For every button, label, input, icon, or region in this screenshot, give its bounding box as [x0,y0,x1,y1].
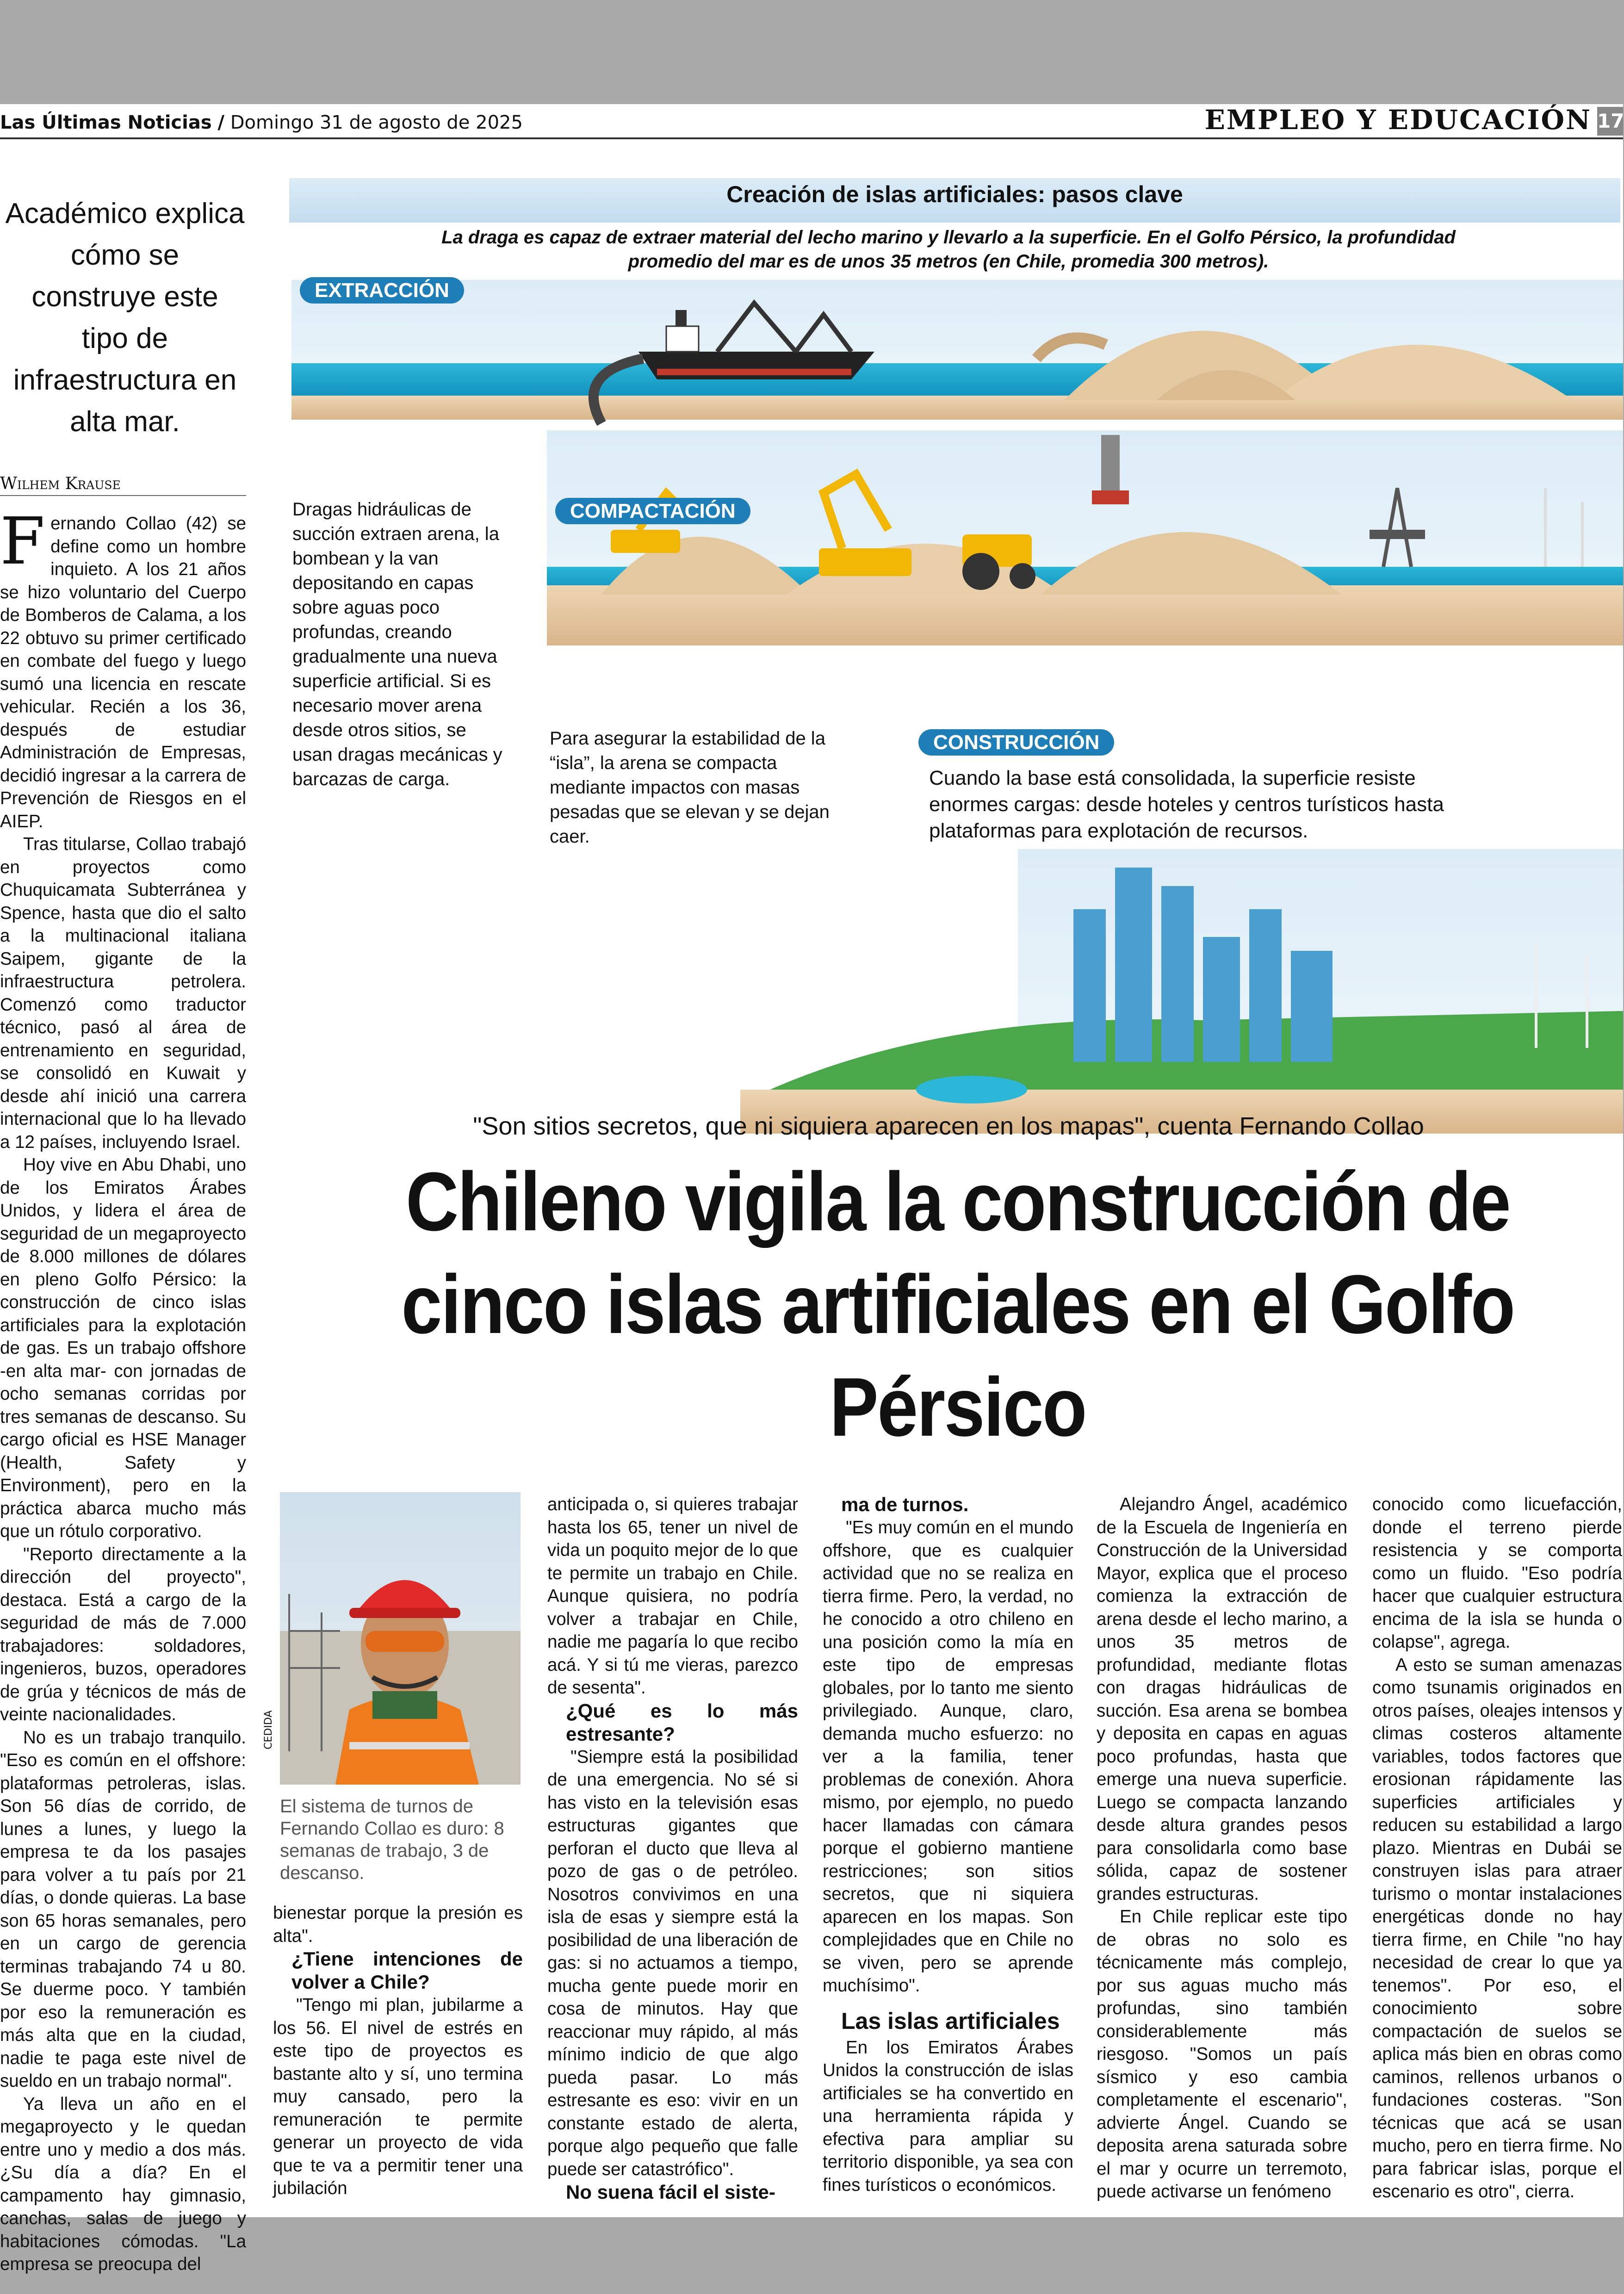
article-column-1 [0,504,246,2276]
paragraph: "Reporto directamente a la dirección del proyecto", destaca. Está a cargo de la seguridad de más de 7.000 trabajadores: soldadores, ingenieros, buzos, operadores de grúa y técnicos de más de veinte nacionalidades. [0,1544,246,1724]
byline: Wilhem Krause [0,474,121,493]
step-extraction [300,279,464,302]
issue-date: Domingo 31 de agosto de 2025 [230,112,523,133]
paragraph: anticipada o, si quieres trabajar hasta los 65, tener un nivel de vida un poquito mejor de lo que te permite un trabajo en Chile. Aunque quisiera, no podría volver a trabajar en Chile, nadie me pagaría lo que recibo acá. Y si tú me vieras, parezco de sesenta". [547,1494,798,1698]
step-label-compaction: COMPACTACIÓN [555,498,750,524]
paragraph: "Tengo mi plan, jubilarme a los 56. El nivel de estrés en este tipo de proyectos es bastante alto y sí, uno termina muy cansado, pero la remuneración te permite generar un proyecto de vida que te va a permitir tener una jubilación [273,1995,523,2198]
excavator-1 [611,530,680,553]
headline: Chileno vigila la construcción de cinco islas artificiales en el Golfo Pérsico [401,1155,1514,1454]
portrait-photo [280,1492,521,1785]
step-text-compaction: Para asegurar la estabilidad de la “isla”, la arena se compacta mediante impactos con masas pesadas que se elevan y se dejan caer. [550,728,830,847]
byline-rule [0,495,246,496]
deck-quote: "Son sitios secretos, que ni siquiera aparecen en los mapas", cuenta Fernando Collao [473,1112,1424,1140]
step-text-extraction: Dragas hidráulicas de succión extraen arena, la bombean y la van depositando en capas sobre aguas poco profundas, creando gradualmente una nueva superficie artificial. Si es necesario mover arena desde otros sitios, se usan dragas mecánicas y barcazas de carga. [292,499,502,789]
construction-scene [278,849,1623,1136]
article-column-5 [1097,1493,1347,2203]
paragraph [0,504,246,833]
masthead-line [0,112,523,133]
paragraph: "Siempre está la posibilidad de una emergencia. No sé si has visto en la televisión esas estructuras gigantes que perforan el ducto que lleva al pozo de gas o de petróleo. Nosotros convivimos en una isla de esas y siempre está la posibilidad de una liberación de gas: si no actuamos a tiempo, mucha gente puede morir en cosa de minutos. Hay que reaccionar muy rápido, al más mínimo indicio de que algo pueda pasar. Lo más estresante es eso: vivir en un constante estado de alerta, porque algo pequeño que falle puede ser catastrófico". [547,1747,798,2179]
photo-credit: CEDIDA [263,1710,274,1749]
drop-weight [1101,435,1120,490]
header-rule [0,137,1623,139]
header-separator: / [217,112,224,133]
photo-caption: El sistema de turnos de Fernando Collao es duro: 8 semanas de trabajo, 3 de descanso. [280,1796,504,1883]
interview-question: No suena fácil el siste- [566,2181,775,2203]
article-column-6 [1372,1493,1622,2203]
step-label-extraction: EXTRACCIÓN [300,277,464,304]
newspaper-page [0,104,1624,2274]
paragraph: En Chile replicar este tipo de obras no solo es técnicamente más complejo, por sus aguas mucho más profundas, sino también considerablemente más riesgoso. "Somos un país sísmico y eso cambia completamente el escenario", advierte Ángel. Cuando se deposita arena saturada sobre el mar y ocurre un terremoto, puede activarse un fenómeno [1097,1907,1347,2201]
section-title: EMPLEO Y EDUCACIÓN [1204,104,1592,136]
paragraph: Hoy vive en Abu Dhabi, uno de los Emiratos Árabes Unidos, y lidera el área de seguridad de un megaproyecto de 8.000 millones de dólares en pleno Golfo Pérsico: la construcción de cinco islas artificiales para la explotación de gas. Es un trabajo offshore -en alta mar- con jornadas de ocho semanas corridas por tres semanas de descanso. Su cargo oficial es HSE Manager (Health, Safety y Environment), pero en la práctica abarca mucho más que un rótulo corporativo. [0,1155,246,1541]
paragraph: En los Emiratos Árabes Unidos la construcción de islas artificiales se ha convertido en una herramienta rápida y efectiva para ampliar su territorio disponible, ya sea con fines turísticos o económicos. [823,2037,1073,2195]
article-column-2 [273,1902,523,2200]
paragraph: No es un trabajo tranquilo. "Eso es común en el offshore: plataformas petroleras, islas. Son 56 días de corrido, de lunes a lunes, y luego la empresa te da los pasajes para volver a tu país por 21 días, o donde quieras. La base son 65 horas semanales, pero en un cargo de gerencia terminas trabajando 74 u 80. Se duerme poco. Y también por eso la remuneración es más alta que en la ciudad, nadie te paga este nivel de sueldo en un trabajo normal". [0,1727,246,2091]
paragraph-text: ernando Collao (42) se define como un hombre inquieto. A los 21 años se hizo voluntario del Cuerpo de Bomberos de Calama, a los 22 obtuvo su primer certificado en combate del fuego y luego sumó una licencia en rescate vehicular. Recién a los 36, después de estudiar Administración de Empresas, decidió ingresar a la carrera de Prevención de Riesgos en el AIEP. [0,514,246,831]
interview-question: ma de turnos. [841,1494,969,1515]
publication-name: Las Últimas Noticias [0,112,212,133]
paragraph: Ya lleva un año en el megaproyecto y le quedan entre uno y medio a dos más. ¿Su día a día? En el campamento hay gimnasio, canchas, salas de juego y habitaciones cómodas. "La empresa se preocupa del [0,2094,246,2274]
article-column-3 [547,1493,798,2204]
worker-photo-illustration [280,1492,521,1785]
step-compaction [555,500,750,523]
step-label-construction: CONSTRUCCIÓN [918,729,1114,756]
lagoon [916,1076,1027,1104]
drop-cap: F [0,504,45,579]
paragraph: "Es muy común en el mundo offshore, que es cualquier actividad que no se realiza en tierra firme. Pero, la verdad, no he conocido a otro chileno en una posición como la mía en este tipo de empresas globales, por lo tanto me siento privilegiado. Aunque, claro, demanda mucho esfuerzo: no ver a la familia, tener problemas de conexión. Ahora mismo, por ejemplo, no puedo hacer llamadas con cámara porque el gobierno mantiene restricciones; son sitios secretos, que ni siquiera aparecen en los mapas. Son complejidades que en Chile no se viven, pero se aprende muchísimo". [823,1518,1073,1996]
compaction-scene [547,430,1623,645]
paragraph: Alejandro Ángel, académico de la Escuela de Ingeniería en Construcción de la Universidad Mayor, explica que el proceso comienza la extracción de arena desde el lecho marino, a unos 35 metros de profundidad, mediante flotas con dragas hidráulicas de succión. Esa arena se bombea y deposita en capas en aguas poco profundas, hasta que emerge una nueva superficie. Luego se compacta lanzando desde altura grandes pesos para consolidarla como base sólida, capaz de sostener grandes estructuras. [1097,1494,1347,1904]
infographic-title: Creación de islas artificiales: pasos clave [726,181,1183,207]
step-construction [918,731,1114,754]
subheading: Las islas artificiales [841,2008,1060,2034]
article-column-4 [823,1493,1073,2196]
infographic-subtitle: La draga es capaz de extraer material del lecho marino y llevarlo a la superficie. En el Golfo Pérsico, la profundidad promedio del mar es de unos 35 metros (en Chile, promedia 300 metros). [441,227,1456,272]
step-text-construction: Cuando la base está consolidada, la superficie resiste enormes cargas: desde hoteles y centros turísticos hasta plataformas para explotación de recursos. [929,767,1444,842]
page-number: 17 [1597,107,1623,136]
paragraph: conocido como licuefacción, donde el terreno pierde resistencia y se comporta como un fluido. "Eso podría hacer que cualquier estructura encima de la isla se hunda o colapse", agrega. [1372,1494,1622,1652]
interview-question: ¿Qué es lo más estresante? [566,1699,798,1745]
interview-question: ¿Tiene intenciones de volver a Chile? [291,1948,523,1993]
paragraph: A esto se suman amenazas como tsunamis originados en otros países, oleajes intensos y climas costeros altamente variables, todos factores que erosionan rápidamente las superficies artificiales y reducen su estabilidad a largo plazo. Mientras en Dubái se construyen islas para atraer turismo o montar instalaciones energéticas donde no hay tierra firme, en Chile "no hay necesidad de crear lo que ya tenemos". Por eso, el conocimiento sobre compactación de suelos se aplica más bien en obras como caminos, rellenos urbanos o fundaciones costeras. "Son técnicas que acá se usan mucho, pero en tierra firme. No para fabricar islas, porque el escenario es otro", cierra. [1372,1655,1622,2201]
paragraph: bienestar porque la presión es alta". [273,1903,523,1946]
kicker: Académico explica cómo se construye este tipo de infraestructura en alta mar. [5,198,245,438]
paragraph: Tras titularse, Collao trabajó en proyectos como Chuquicamata Subterránea y Spence, hasta que dio el salto a la multinacional italiana Saipem, gigante de la infraestructura petrolera. Comenzó como traductor técnico, pasó al área de entrenamiento en seguridad, se consolidó en Kuwait y desde ahí inició una carrera internacional que lo ha llevado a 12 países, incluyendo Israel. [0,834,246,1152]
excavator-2 [819,548,911,576]
extraction-scene [291,280,1623,423]
